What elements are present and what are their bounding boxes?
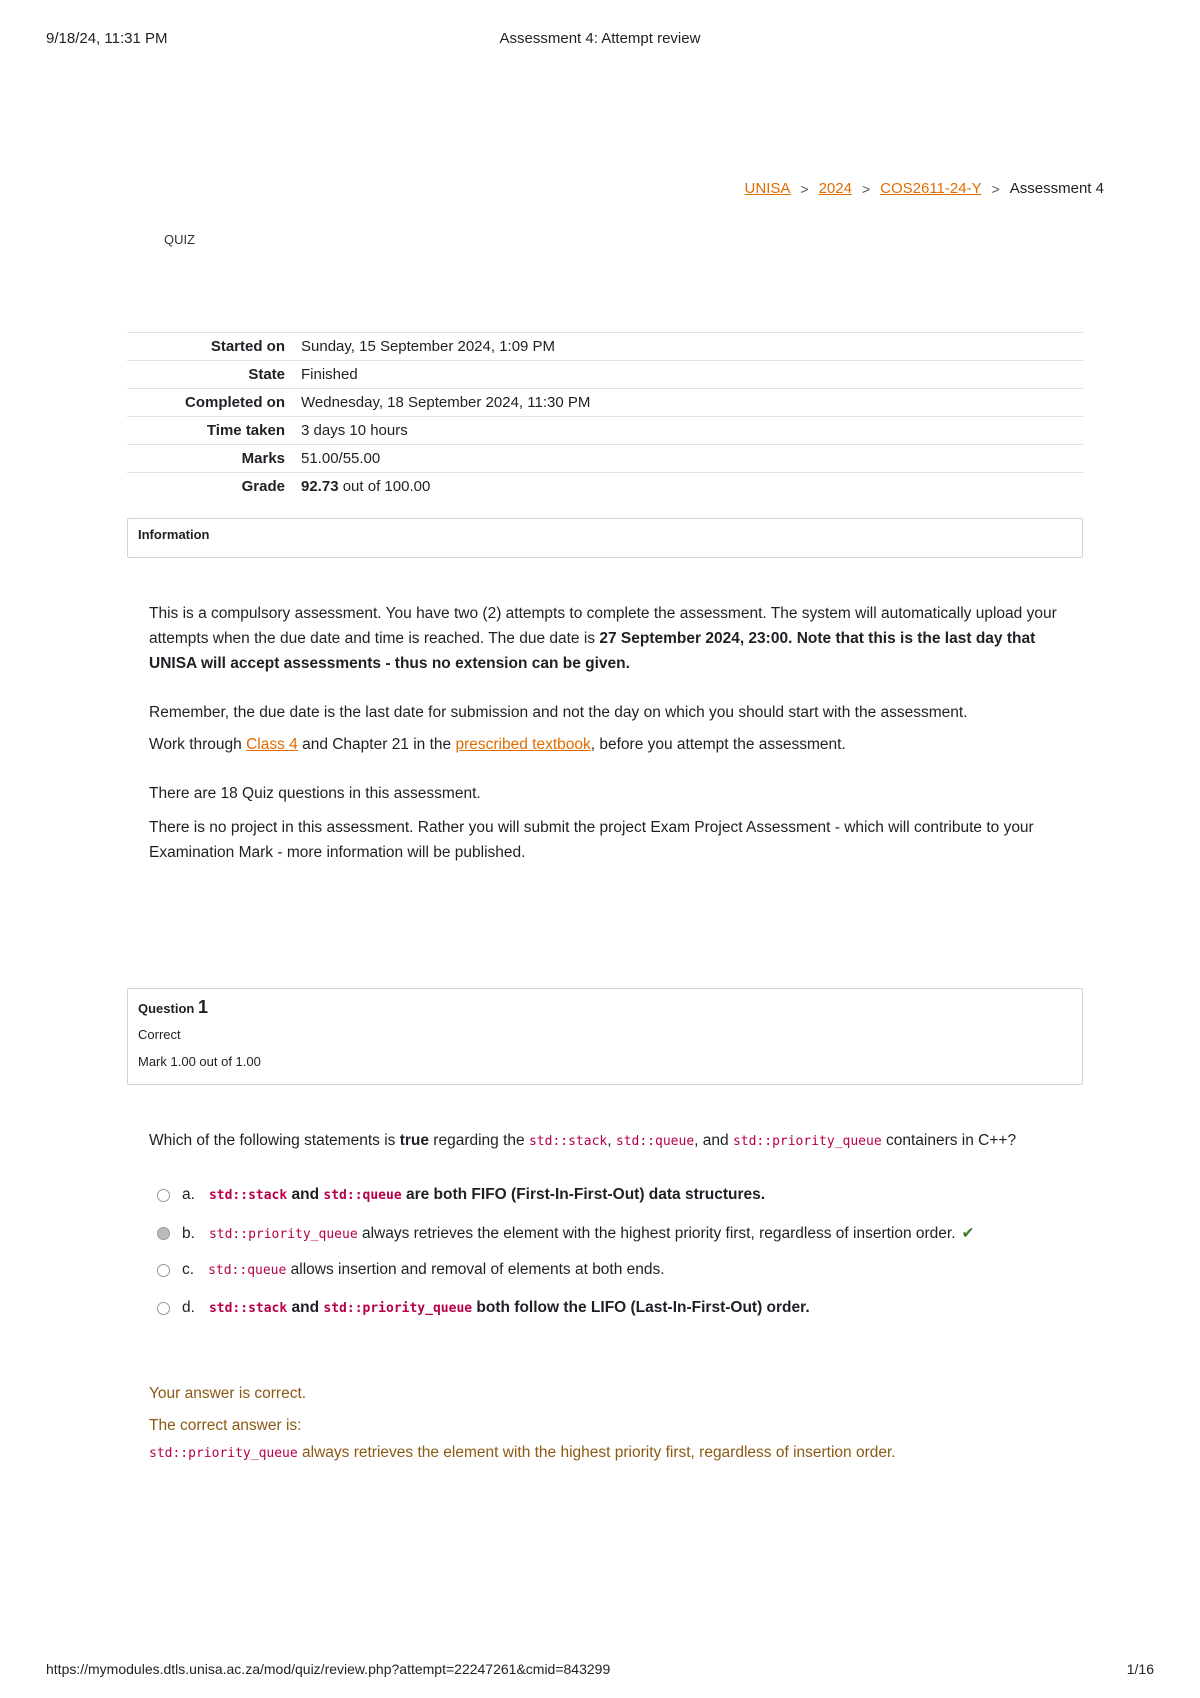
checkmark-icon: ✔ <box>961 1225 975 1242</box>
option-letter: a. <box>182 1186 195 1203</box>
question-text-part: Which of the following statements is <box>149 1132 400 1149</box>
summary-row-grade <box>127 473 1083 501</box>
breadcrumb-link-course[interactable]: COS2611-24-Y <box>880 180 982 197</box>
summary-row-started <box>127 333 1083 361</box>
summary-row-time <box>127 417 1083 445</box>
option-text <box>209 1299 810 1317</box>
breadcrumb-current: Assessment 4 <box>1009 180 1104 197</box>
info-paragraph-due <box>149 601 1079 676</box>
breadcrumb-link-year[interactable]: 2024 <box>818 180 852 197</box>
print-page-number: 1/16 <box>1126 1661 1154 1677</box>
info-text: , before you attempt the assessment. <box>590 736 846 753</box>
summary-value: 3 days 10 hours <box>301 417 1083 445</box>
code-snippet: std::queue <box>323 1188 402 1203</box>
summary-row-state <box>127 361 1083 389</box>
question-text-part: regarding the <box>429 1132 529 1149</box>
info-text: Work through <box>149 736 247 753</box>
activity-type-label: QUIZ <box>164 232 196 247</box>
radio-button[interactable] <box>157 1264 170 1277</box>
summary-value: Finished <box>301 361 1083 389</box>
chevron-right-icon: > <box>861 180 871 197</box>
question-text-part: , <box>607 1132 616 1149</box>
info-due-date: 27 September 2024, 23:00. Note that this is the last day that UNISA will accept assessments - thus no extension can be given. <box>149 630 1036 672</box>
option-text-part: always retrieves the element with the highest priority first, regardless of insertion order. <box>357 1224 956 1242</box>
summary-value <box>301 473 1083 501</box>
code-snippet: std::stack <box>208 1188 288 1203</box>
summary-label: Started on <box>127 333 301 361</box>
question-number-value: 1 <box>197 997 208 1017</box>
info-paragraph-project: There is no project in this assessment. Rather you will submit the project Exam Project Assessment - which will contribute to your Examination Mark - more information will be published. <box>149 819 1034 861</box>
summary-value: Wednesday, 18 September 2024, 11:30 PM <box>301 389 1083 417</box>
code-snippet: std::priority_queue <box>149 1446 298 1461</box>
class-4-link[interactable]: Class 4 <box>246 736 298 753</box>
chevron-right-icon: > <box>991 180 1000 197</box>
breadcrumb-link-unisa[interactable]: UNISA <box>744 180 791 197</box>
option-letter: d. <box>182 1299 195 1316</box>
print-title: Assessment 4: Attempt review <box>499 30 701 47</box>
info-paragraph-count: There are 18 Quiz questions in this assessment. <box>149 785 481 802</box>
question-number <box>138 997 208 1018</box>
question-info-box <box>127 988 1083 1085</box>
question-text-part: , and <box>694 1132 733 1149</box>
summary-label: Marks <box>127 445 301 473</box>
answer-option-a[interactable] <box>157 1186 765 1204</box>
option-letter: b. <box>182 1224 195 1242</box>
option-text <box>209 1225 956 1243</box>
answer-option-b[interactable] <box>157 1224 975 1243</box>
answer-option-d[interactable] <box>157 1299 810 1317</box>
option-text-part: and <box>287 1186 324 1203</box>
summary-row-marks <box>127 445 1083 473</box>
code-snippet: std::priority_queue <box>323 1301 473 1316</box>
summary-label: Time taken <box>127 417 301 445</box>
code-snippet: std::priority_queue <box>732 1134 882 1149</box>
radio-button[interactable] <box>157 1189 170 1202</box>
grade-suffix: out of 100.00 <box>338 478 431 495</box>
prescribed-textbook-link[interactable]: prescribed textbook <box>455 736 591 753</box>
code-snippet: std::queue <box>208 1263 287 1278</box>
summary-label: Grade <box>127 473 301 501</box>
print-url: https://mymodules.dtls.unisa.ac.za/mod/quiz/review.php?attempt=22247261&cmid=843299 <box>46 1661 611 1677</box>
option-letter: c. <box>182 1261 195 1278</box>
option-text-part: allows insertion and removal of elements at both ends. <box>286 1261 665 1278</box>
option-text-part: are both FIFO (First-In-First-Out) data structures. <box>401 1186 766 1203</box>
code-snippet: std::priority_queue <box>208 1226 358 1242</box>
summary-value: Sunday, 15 September 2024, 1:09 PM <box>301 333 1083 361</box>
print-date: 9/18/24, 11:31 PM <box>46 30 168 47</box>
info-paragraph-reminder: Remember, the due date is the last date for submission and not the day on which you should start with the assessment. <box>149 704 968 721</box>
attempt-summary-table <box>127 332 1083 500</box>
option-text-part: both follow the LIFO (Last-In-First-Out) order. <box>472 1299 810 1316</box>
code-snippet: std::stack <box>528 1134 608 1149</box>
feedback-correct-label: The correct answer is: <box>149 1417 302 1434</box>
summary-value: 51.00/55.00 <box>301 445 1083 473</box>
question-mark: Mark 1.00 out of 1.00 <box>138 1054 261 1069</box>
information-box <box>127 518 1083 558</box>
grade-value: 92.73 <box>301 478 339 495</box>
summary-label: State <box>127 361 301 389</box>
feedback-correct-answer <box>149 1444 896 1462</box>
radio-button-selected[interactable] <box>157 1227 170 1240</box>
info-text: and Chapter 21 in the <box>297 736 456 753</box>
feedback-text: always retrieves the element with the highest priority first, regardless of insertion order. <box>297 1444 896 1461</box>
chevron-right-icon: > <box>800 180 809 197</box>
answer-option-c[interactable] <box>157 1261 665 1279</box>
info-paragraph-work <box>149 732 1079 757</box>
radio-button[interactable] <box>157 1302 170 1315</box>
question-text-part: containers in C++? <box>881 1132 1017 1149</box>
option-text <box>209 1186 765 1204</box>
question-text-bold: true <box>399 1132 429 1149</box>
feedback-result: Your answer is correct. <box>149 1385 307 1402</box>
question-state: Correct <box>138 1027 181 1042</box>
summary-label: Completed on <box>127 389 301 417</box>
information-label: Information <box>138 527 210 542</box>
option-text-part: and <box>287 1299 324 1316</box>
code-snippet: std::stack <box>208 1301 288 1316</box>
code-snippet: std::queue <box>615 1134 695 1149</box>
question-text <box>149 1128 1079 1154</box>
summary-row-completed <box>127 389 1083 417</box>
question-label: Question <box>138 1001 195 1016</box>
breadcrumb <box>745 180 1104 197</box>
info-text: This is a compulsory assessment. You have two (2) attempts to complete the assessment. The system will automatically upload your attempts when the due date and time is reached. The due date is <box>149 605 1057 647</box>
option-text <box>208 1261 665 1279</box>
